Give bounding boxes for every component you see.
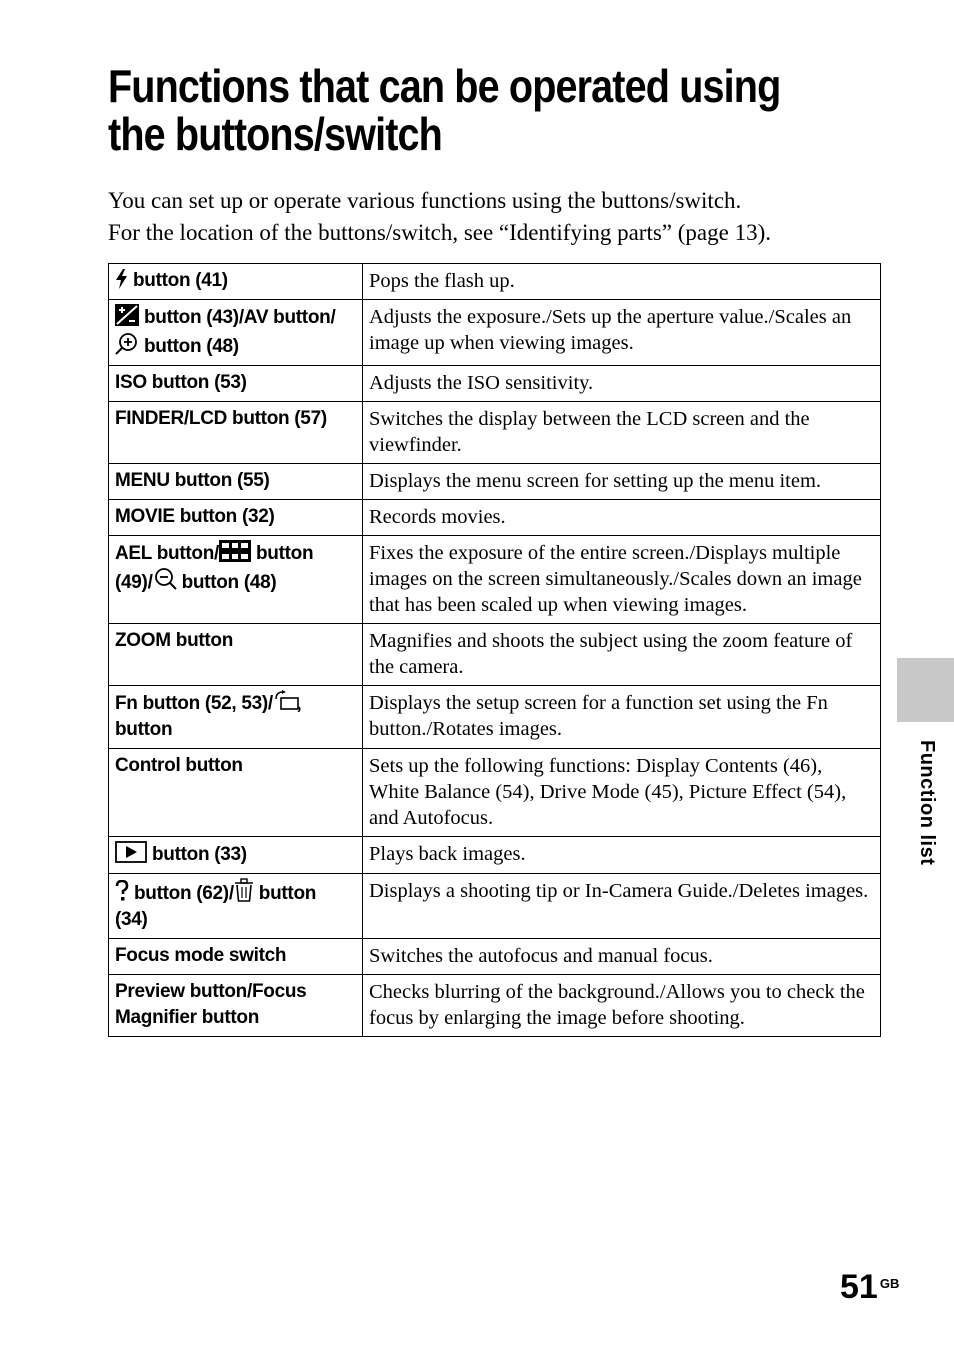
table-row: [109, 749, 881, 837]
description-cell: Sets up the following functions: Display Contents (46), White Balance (54), Drive Mode (45), Picture Effect (54), and Autofocus.: [363, 749, 881, 837]
section-side-label: Function list: [916, 740, 938, 866]
table-row: [109, 264, 881, 300]
flash-icon: [115, 269, 128, 289]
title-line-2: the buttons/switch: [108, 108, 442, 160]
button-cell: Fn button (52, 53)/ button: [109, 686, 363, 749]
table-row: [109, 300, 881, 366]
button-cell: MOVIE button (32): [109, 500, 363, 536]
button-cell: button (41): [109, 264, 363, 300]
button-cell: button (33): [109, 837, 363, 874]
description-cell: Displays the menu screen for setting up the menu item.: [363, 464, 881, 500]
table-row: [109, 366, 881, 402]
table-row: [109, 402, 881, 464]
intro-line-1: You can set up or operate various functions using the buttons/switch.: [108, 188, 742, 213]
button-cell: button (43)/AV button/ button (48): [109, 300, 363, 366]
table-row: [109, 975, 881, 1037]
button-cell: Focus mode switch: [109, 939, 363, 975]
description-cell: Switches the autofocus and manual focus.: [363, 939, 881, 975]
description-cell: Checks blurring of the background./Allows you to check the focus by enlarging the image before shooting.: [363, 975, 881, 1037]
table-row: [109, 624, 881, 686]
index-grid-icon: [219, 540, 251, 562]
intro-line-2: For the location of the buttons/switch, see “Identifying parts” (page 13).: [108, 220, 771, 245]
page-region-suffix: GB: [879, 1276, 900, 1291]
zoom-out-icon: [153, 567, 177, 591]
button-cell: button (62)/ button (34): [109, 874, 363, 939]
description-cell: Displays a shooting tip or In-Camera Guide./Deletes images.: [363, 874, 881, 939]
table-row: [109, 500, 881, 536]
description-cell: Fixes the exposure of the entire screen./Displays multiple images on the screen simultaneously./Scales down an image that has been scaled up when viewing images.: [363, 536, 881, 624]
description-cell: Records movies.: [363, 500, 881, 536]
rotate-icon: [273, 690, 303, 712]
title-line-1: Functions that can be operated using: [108, 60, 781, 112]
button-cell: ISO button (53): [109, 366, 363, 402]
table-row: [109, 939, 881, 975]
description-cell: Adjusts the ISO sensitivity.: [363, 366, 881, 402]
intro-paragraph: [108, 185, 888, 249]
table-row: [109, 686, 881, 749]
trash-icon: [234, 878, 254, 902]
description-cell: Plays back images.: [363, 837, 881, 874]
description-cell: Switches the display between the LCD screen and the viewfinder.: [363, 402, 881, 464]
button-cell: AEL button/ button (49)/ button (48): [109, 536, 363, 624]
table-row: [109, 837, 881, 874]
functions-table: [108, 263, 881, 1037]
exposure-compensation-icon: [115, 304, 139, 326]
page-title: [108, 62, 796, 158]
button-cell: Preview button/Focus Magnifier button: [109, 975, 363, 1037]
section-tab-marker: [897, 658, 954, 722]
playback-icon: [115, 841, 147, 863]
zoom-in-icon: [115, 331, 139, 355]
button-cell: FINDER/LCD button (57): [109, 402, 363, 464]
description-cell: Adjusts the exposure./Sets up the aperture value./Scales an image up when viewing images.: [363, 300, 881, 366]
page-number: 51 $^{GB}$: [840, 1268, 900, 1306]
button-cell: Control button: [109, 749, 363, 837]
button-cell: ZOOM button: [109, 624, 363, 686]
help-icon: [115, 880, 129, 902]
table-row: [109, 874, 881, 939]
button-cell: MENU button (55): [109, 464, 363, 500]
description-cell: Displays the setup screen for a function set using the Fn button./Rotates images.: [363, 686, 881, 749]
table-row: [109, 536, 881, 624]
description-cell: Pops the flash up.: [363, 264, 881, 300]
description-cell: Magnifies and shoots the subject using the zoom feature of the camera.: [363, 624, 881, 686]
table-row: [109, 464, 881, 500]
